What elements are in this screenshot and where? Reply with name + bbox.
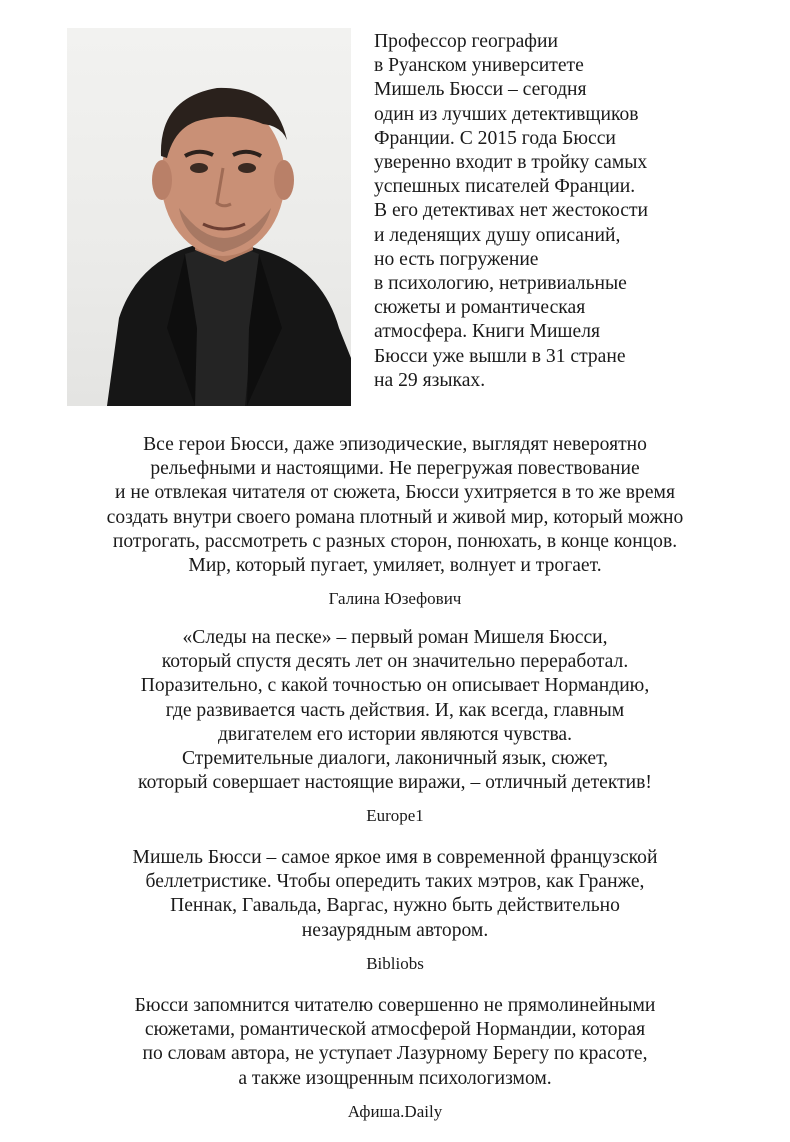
bio-line: Франции. С 2015 года Бюсси (374, 127, 616, 149)
bio-line: Профессор географии (374, 31, 558, 52)
quote-line: потрогать, рассмотреть с разных сторон, понюхать, в конце концов. (112, 530, 678, 552)
review-quote (20, 846, 770, 975)
quote-line: незаурядным автором. (301, 919, 489, 941)
bio-line: сюжеты и романтическая (374, 297, 586, 319)
quote-line: «Следы на песке» – первый роман Мишеля Бюсси, (182, 627, 608, 648)
quote-line: который совершает настоящие виражи, – отличный детектив! (138, 772, 652, 794)
bio-line: и леденящих душу описаний, (374, 224, 621, 246)
quote-line: Бюсси запомнится читателю совершенно не прямолинейными (134, 995, 656, 1016)
quote-author: Афиша.Daily (347, 1101, 443, 1121)
quote-line: который спустя десять лет он значительно переработал. (161, 651, 629, 673)
quote-author: Europe1 (366, 806, 424, 826)
quote-line: по словам автора, не уступает Лазурному Берегу по красоте, (142, 1043, 648, 1065)
bio-line: Мишель Бюсси – сегодня (374, 79, 587, 101)
bio-line: уверенно входит в тройку самых (374, 152, 648, 174)
quote-line: и не отвлекая читателя от сюжета, Бюсси ухитряется в то же время (115, 482, 675, 504)
bio-line: но есть погружение (374, 248, 539, 270)
bio-line: на 29 языках. (374, 369, 486, 391)
bio-line: в Руанском университете (374, 55, 584, 77)
bio-line: в психологию, нетривиальные (374, 273, 627, 295)
quote-author: Bibliobs (366, 953, 424, 973)
bio-line: В его детективах нет жестокости (374, 200, 648, 222)
review-quote (20, 433, 770, 610)
quote-line: рельефными и настоящими. Не перегружая повествование (150, 458, 640, 480)
bio-line: атмосфера. Книги Мишеля (374, 321, 600, 343)
author-portrait-icon (67, 28, 351, 406)
quote-line: а также изощренным психологизмом. (238, 1067, 552, 1089)
bio-line: один из лучших детективщиков (374, 103, 639, 125)
quote-line: Мир, который пугает, умиляет, волнует и трогает. (188, 555, 602, 577)
bio-line: Бюсси уже вышли в 31 стране (374, 345, 626, 367)
quote-line: Все герои Бюсси, даже эпизодические, выглядят невероятно (143, 434, 647, 455)
quote-line: где развивается часть действия. И, как всегда, главным (165, 699, 625, 721)
quote-line: Стремительные диалоги, лаконичный язык, сюжет, (181, 748, 609, 770)
author-bio (374, 30, 774, 393)
quote-line: создать внутри своего романа плотный и живой мир, который можно (106, 506, 684, 528)
quote-author: Галина Юзефович (328, 589, 462, 609)
quote-line: беллетристике. Чтобы опередить таких мэтров, как Гранже, (145, 871, 645, 893)
bio-line: успешных писателей Франции. (374, 176, 636, 198)
quote-line: Мишель Бюсси – самое яркое имя в современной французской (132, 847, 658, 868)
quote-line: Пеннак, Гавальда, Варгас, нужно быть действительно (170, 895, 620, 917)
quote-line: двигателем его истории являются чувства. (217, 723, 573, 745)
quote-line: Поразительно, с какой точностью он описывает Нормандию, (140, 675, 650, 697)
author-photo (67, 28, 351, 406)
review-quote (20, 626, 770, 827)
quote-line: сюжетами, романтической атмосферой Нормандии, которая (144, 1019, 646, 1041)
review-quote (20, 994, 770, 1123)
